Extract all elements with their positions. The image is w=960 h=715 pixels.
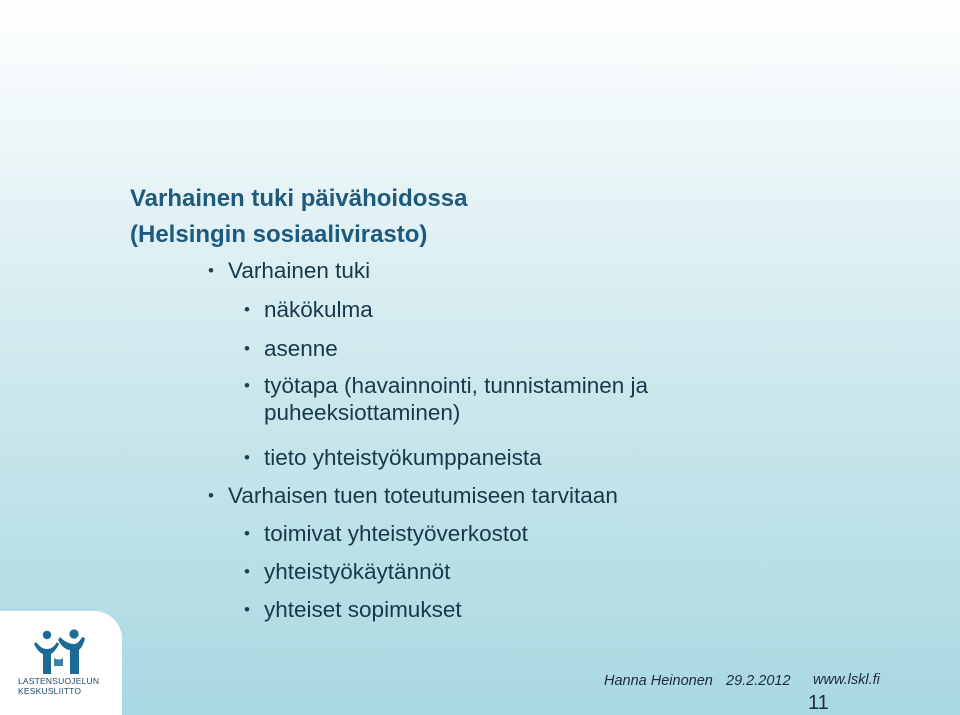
list-item: • näkökulma xyxy=(244,297,373,322)
logo-text xyxy=(18,676,99,696)
list-item: • työtapa (havainnointi, tunnistaminen ja puheeksiottaminen) xyxy=(244,373,648,425)
list-item: • tieto yhteistyökumppaneista xyxy=(244,445,542,470)
bullet-icon: • xyxy=(208,261,214,280)
logo-line-2: KESKUSLIITTO xyxy=(18,686,82,696)
logo-icon xyxy=(30,628,86,676)
bullet-icon: • xyxy=(208,486,214,505)
title-line-1: Varhainen tuki päivähoidossa xyxy=(130,185,468,212)
footer-author: Hanna Heinonen xyxy=(604,673,713,689)
bullet-icon: • xyxy=(244,524,250,543)
slide-title xyxy=(130,181,467,253)
bullet-icon: • xyxy=(244,448,250,467)
list-item: • asenne xyxy=(244,336,338,361)
list-item: • Varhaisen tuen toteutumiseen tarvitaan xyxy=(208,483,618,508)
bullet-icon: • xyxy=(244,376,250,395)
page-number: 11 xyxy=(808,692,829,714)
logo-line-1: LASTENSUOJELUN xyxy=(18,676,100,686)
list-item: • yhteistyökäytännöt xyxy=(244,559,451,584)
list-item: • toimivat yhteistyöverkostot xyxy=(244,521,528,546)
list-item: • yhteiset sopimukset xyxy=(244,597,462,622)
footer-date: 29.2.2012 xyxy=(726,673,791,689)
title-line-2: (Helsingin sosiaalivirasto) xyxy=(130,221,428,248)
bullet-icon: • xyxy=(244,600,250,619)
bullet-icon: • xyxy=(244,300,250,319)
footer-website: www.lskl.fi xyxy=(813,672,880,688)
bullet-icon: • xyxy=(244,562,250,581)
bullet-icon: • xyxy=(244,339,250,358)
list-item: • Varhainen tuki xyxy=(208,258,371,283)
